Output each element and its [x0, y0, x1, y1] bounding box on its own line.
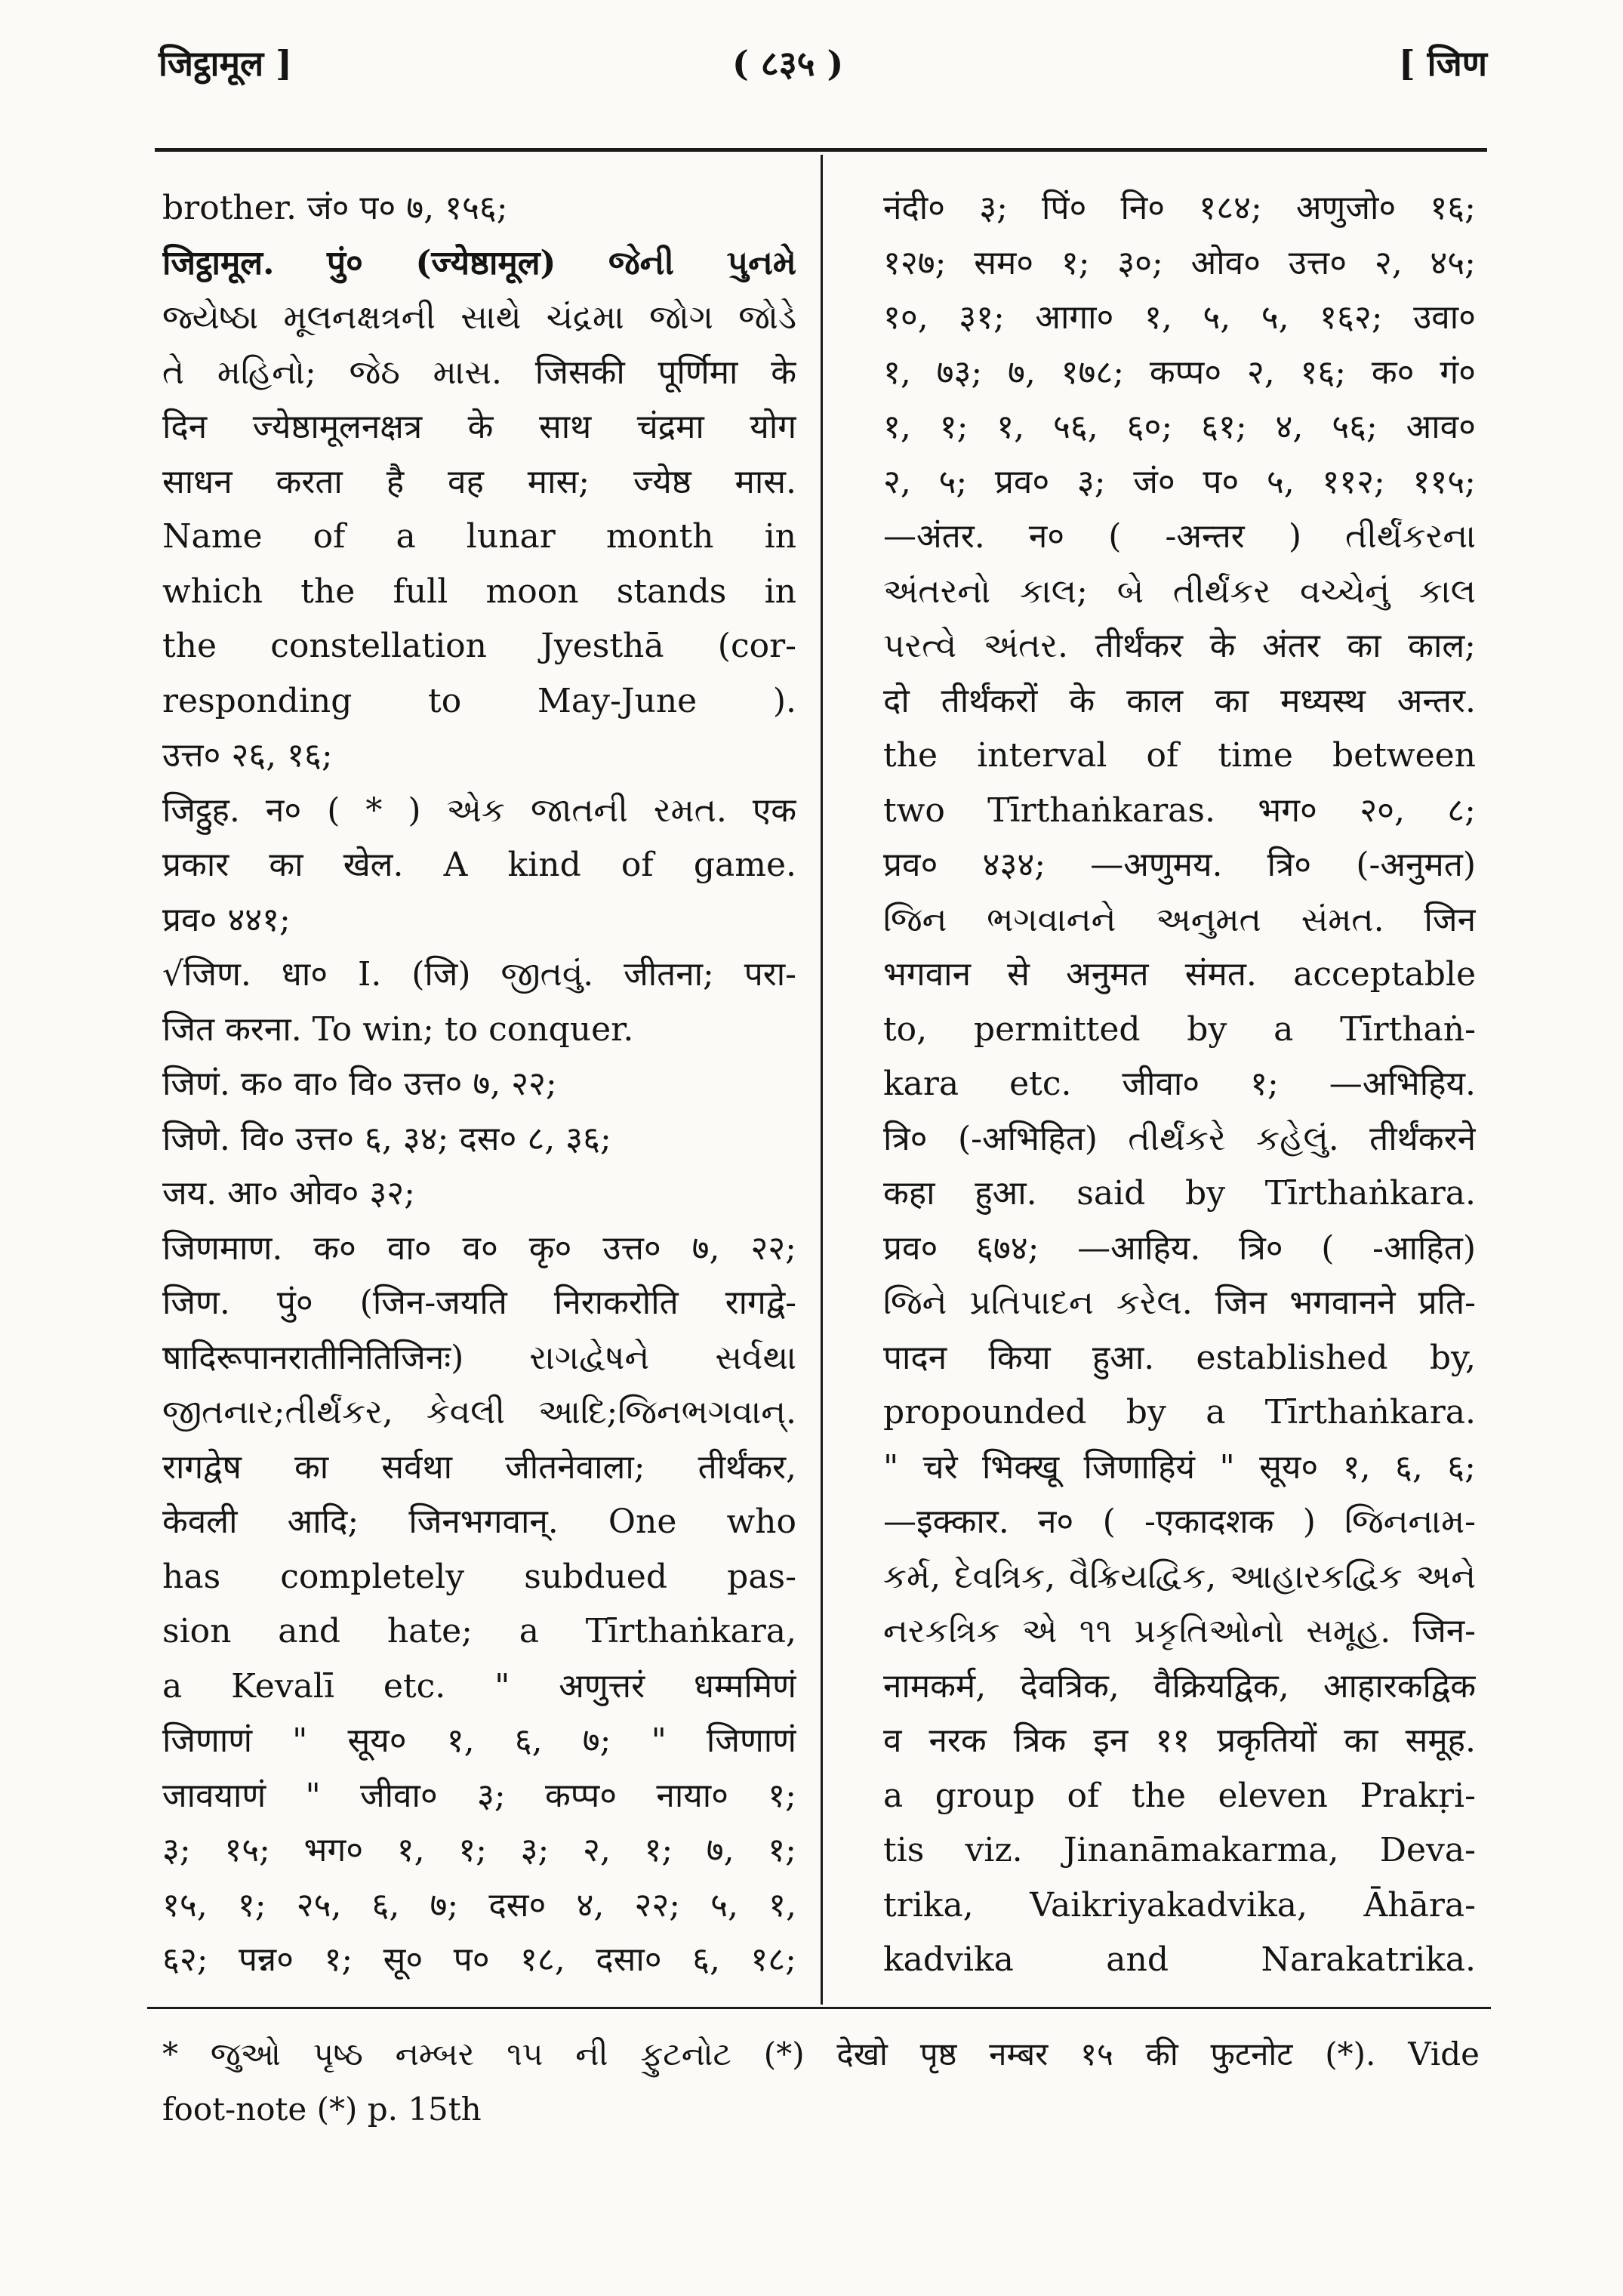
right-column-line: १, ७३; ७, १७८; कप्प० २, १६; क० गं०: [883, 353, 1476, 392]
right-column-line: જિને પ્રતિપાદન કરેલ. जिन भगवानने प्रति-: [883, 1284, 1476, 1322]
right-column-line: नामकर्म, देवत्रिक, वैक्रियद्विक, आहारकद्विक: [883, 1666, 1476, 1706]
right-column-line: જિન ભગવાનને અનુમત સંમત. जिन: [883, 900, 1476, 939]
left-column-line: केवली आदि; जिनभगवान्. One who: [162, 1502, 796, 1541]
left-column-line: જ્યેષ્ઠા મૂલનક્ષત્રની સાથે ચંદ્રમા જોગ જોડે: [162, 298, 796, 337]
left-column-line: उत्त० २६, १६;: [162, 736, 333, 775]
left-column-line: responding to May-June ).: [162, 681, 796, 720]
right-column-line: १०, ३१; आगा० १, ५, ५, १६२; उवा०: [883, 298, 1476, 337]
right-column-line: kara etc. जीवा० १; —अभिहिय.: [883, 1065, 1476, 1103]
left-column: [162, 181, 796, 1988]
left-column-line: जिणमाण. क० वा० व० कृ० उत्त० ७, २२;: [162, 1228, 796, 1268]
left-column-line: साधन करता है वह मास; ज्येष्ठ मास.: [162, 462, 796, 501]
left-column-line: જીતનાર;તીર્થંકર, કેવલી આદિ;જિનભગવાન્.: [162, 1393, 796, 1432]
left-column-line: दिन ज्येष्ठामूलनक्षत्र के साथ चंद्रमा योग: [162, 408, 796, 446]
left-column-line: जिणं. क० वा० वि० उत्त० ७, २२;: [162, 1065, 557, 1103]
right-column-line: નરકત્રિક એ ૧૧ પ્રકૃતિઓનો સમૂહ. जिन-: [883, 1612, 1476, 1650]
left-column-line: जिण. पुं० (जिन-जयति निराकरोति रागद्वे-: [162, 1284, 796, 1322]
left-column-line: जिट्ठामूल. पुं० (ज्येष्ठामूल) જેની પુનમે: [162, 243, 796, 282]
footnote-line: foot-note (*) p. 15th: [162, 2090, 482, 2128]
column-divider: [821, 155, 823, 2005]
page-header: [159, 39, 1487, 107]
left-column-line: તે મહિનો; જેઠ માસ. जिसकी पूर्णिमा के: [162, 353, 796, 392]
footnote: [162, 2027, 1480, 2137]
left-column-line: जावयाणं " जीवा० ३; कप्प० नाया० १;: [162, 1776, 796, 1815]
left-column-line: षादिरूपानरातीनितिजिनः) રાગદ્વેષને સર્વથા: [162, 1338, 796, 1377]
footnote-divider: [147, 2007, 1491, 2009]
header-left-guideword: जिट्ठामूल ]: [159, 43, 292, 84]
right-column-line: भगवान से अनुमत संमत. acceptable: [883, 955, 1476, 994]
left-column-line: जय. आ० ओव० ३२;: [162, 1174, 415, 1213]
right-column-line: the interval of time between: [883, 736, 1476, 775]
header-right-guideword: [ जिण: [1398, 43, 1487, 84]
right-column-line: त्रि० (-अभिहित) તીર્થંકરે કહેલું. तीर्थंकरने: [883, 1119, 1476, 1158]
right-column-line: १२७; सम० १; ३०; ओव० उत्त० २, ४५;: [883, 243, 1476, 282]
header-divider: [155, 148, 1487, 152]
left-column-line: Name of a lunar month in: [162, 517, 796, 556]
right-column-line: पादन किया हुआ. established by,: [883, 1338, 1476, 1377]
right-column-line: २, ५; प्रव० ३; जं० प० ५, ११२; ११५;: [883, 462, 1476, 501]
right-column-line: नंदी० ३; पिं० नि० १८४; अणुजो० १६;: [883, 189, 1476, 227]
left-column-line: brother. जं० प० ७, १५६;: [162, 189, 508, 227]
left-column-line: जिट्ठुह. न० ( * ) એક જાતની રમત. एक: [162, 791, 796, 830]
right-column-line: પરત્વે અંતર. तीर्थंकर के अंतर का काल;: [883, 627, 1476, 665]
left-column-line: the constellation Jyesthā (cor-: [162, 627, 796, 665]
left-column-line: a Kevalī etc. " अणुत्तरं धम्ममिणं: [162, 1666, 796, 1706]
right-column-line: " चरे भिक्खू जिणाहियं " सूय० १, ६, ६;: [883, 1447, 1476, 1487]
left-column-line: ६२; पन्न० १; सू० प० १८, दसा० ६, १८;: [162, 1940, 796, 1979]
left-column-line: ३; १५; भग० १, १; ३; २, १; ७, १;: [162, 1831, 796, 1869]
right-column: [883, 181, 1476, 1988]
right-column-line: trika, Vaikriyakadvika, Āhāra-: [883, 1885, 1476, 1925]
right-column-line: दो तीर्थंकरों के काल का मध्यस्थ अन्तर.: [883, 681, 1476, 720]
right-column-line: to, permitted by a Tīrthaṅ-: [883, 1009, 1476, 1049]
left-column-line: जित करना. To win; to conquer.: [162, 1009, 634, 1049]
right-column-line: —अंतर. न० ( -अन्तर ) તીર્થંકરના: [883, 517, 1476, 556]
left-column-line: प्रव० ४४१;: [162, 900, 291, 939]
right-column-line: प्रव० ४३४; —अणुमय. त्रि० (-अनुमत): [883, 846, 1476, 884]
right-column-line: —इक्कार. न० ( -एकादशक ) જિનનામ-: [883, 1502, 1476, 1541]
right-column-line: kadvika and Narakatrika.: [883, 1940, 1476, 1979]
left-column-line: sion and hate; a Tīrthaṅkara,: [162, 1612, 796, 1650]
left-column-line: जिणाणं " सूय० १, ६, ७; " जिणाणं: [162, 1721, 796, 1760]
right-column-line: व नरक त्रिक इन ११ प्रकृतियों का समूह.: [883, 1721, 1476, 1760]
left-column-line: प्रकार का खेल. A kind of game.: [162, 846, 796, 884]
right-column-line: tis viz. Jinanāmakarma, Deva-: [883, 1831, 1476, 1869]
page-number: ( ८३५ ): [732, 43, 844, 84]
left-column-line: has completely subdued pas-: [162, 1557, 796, 1596]
left-column-line: १५, १; २५, ६, ७; दस० ४, २२; ५, १,: [162, 1885, 796, 1925]
right-column-line: કર્મ, દેવત્રિક, વૈક્રિયદ્વિક, આહારકદ્વિક અને: [883, 1557, 1476, 1596]
right-column-line: અંતરનો કાલ; બે તીર્થંકર વચ્ચેનું કાલ: [883, 572, 1476, 611]
right-column-line: propounded by a Tīrthaṅkara.: [883, 1393, 1476, 1432]
footnote-line: * જુઓ પૃષ્ઠ નમ્બર ૧૫ ની ફુટનોટ (*) देखो पृष्ठ नम्बर १५ की फुटनोट (*). Vide: [162, 2036, 1480, 2073]
right-column-line: १, १; १, ५६, ६०; ६१; ४, ५६; आव०: [883, 408, 1476, 446]
right-column-line: प्रव० ६७४; —आहिय. त्रि० ( -आहित): [883, 1228, 1476, 1268]
left-column-line: √जिण. धा० I. (जि) જીતવું. जीतना; परा-: [162, 955, 796, 994]
left-column-line: रागद्वेष का सर्वथा जीतनेवाला; तीर्थंकर,: [162, 1447, 796, 1487]
right-column-line: कहा हुआ. said by Tīrthaṅkara.: [883, 1174, 1476, 1213]
right-column-line: two Tīrthaṅkaras. भग० २०, ८;: [883, 791, 1476, 830]
right-column-line: a group of the eleven Prakṛi-: [883, 1776, 1476, 1815]
left-column-line: which the full moon stands in: [162, 572, 796, 611]
left-column-line: जिणे. वि० उत्त० ६, ३४; दस० ८, ३६;: [162, 1119, 611, 1158]
